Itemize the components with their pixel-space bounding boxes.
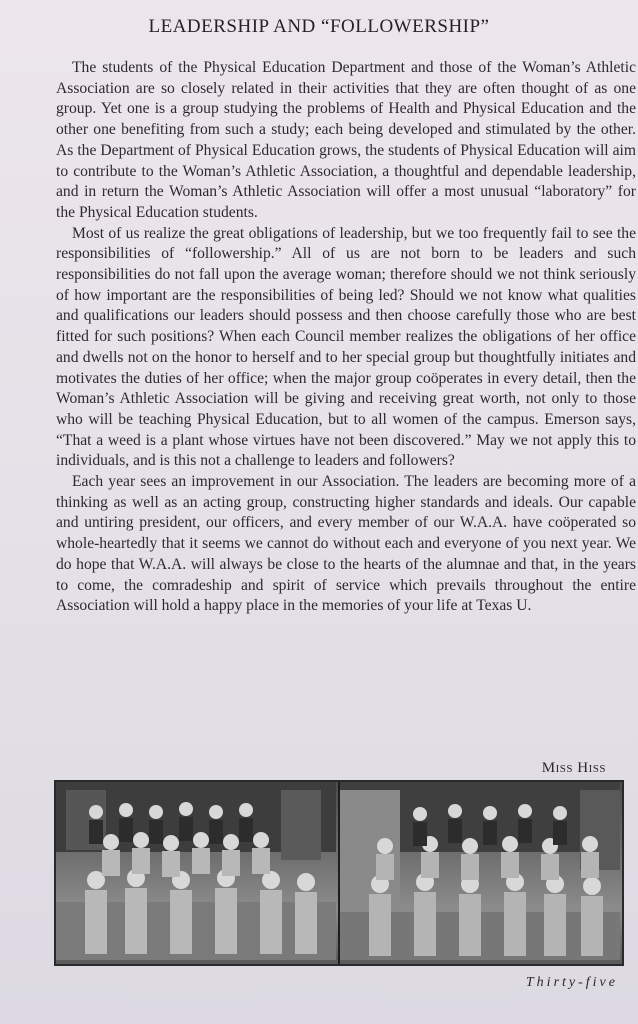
group-photo-left — [56, 782, 338, 964]
paragraph-3: Each year sees an improvement in our Association. The leaders are becoming more of a thinking as well as an acting group, constructing higher standards and ideals. Our capable and untiring president, our officers, and every member of our W.A.A. have coöperated so whole-heartedly that it seems we cannot do without each and everyone of you next year. We do hope that W.A.A. will always be close to the hearts of the alumnae and that, in the years to come, the comradeship and spirit of service which prevails throughout the entire Association will hold a happy place in the memories of your life at Texas U. — [56, 473, 636, 615]
page-title: LEADERSHIP AND “FOLLOWERSHIP” — [148, 16, 490, 37]
paragraph-2: Most of us realize the great obligations of leadership, but we too frequently fail to see the responsibilities of “followership.” All of us are not born to be leaders and such responsibilities do not fall upon the average woman; therefore should we not think seriously of how important are the responsibilities of being led? Should we not know what qualities and qualifications our leaders should possess and then choose carefully those who are best fitted for such positions? When each Council member realizes the obligations of her office and dwells not on the honor to herself and to her special group but thoughtfully initiates and motivates the duties of her office; when the major group coöperates in every detail, then the Woman’s Athletic Association will be giving and receiving great worth, not only to those who will be teaching Physical Education, but to all women of the campus. Emerson says, “That a weed is a plant whose virtues have not been discovered.” May we not apply this to individuals, and is this not a challenge to leaders and followers? — [56, 224, 636, 470]
group-photo-icon — [56, 782, 336, 960]
page-number: Thirty-five — [525, 975, 618, 990]
group-photo-icon — [340, 782, 620, 960]
paragraph-1: The students of the Physical Education Department and those of the Woman’s Athletic Association are so closely related in their activities that they are often thought of as one group. Yet one is a group studying the problems of Health and Physical Education and the other one benefiting from such a study; each being developed and stimulated by the other. As the Department of Physical Education grows, the students of Physical Education will aim to contribute to the Woman’s Athletic Association, a thoughtful and dependable leadership, and in return the Woman’s Athletic Association will offer a most unusual “laboratory” for the Physical Education students. — [56, 59, 636, 221]
group-photo-frame — [54, 780, 624, 966]
author-signature: Miss Hiss — [541, 760, 606, 776]
article-body — [56, 58, 636, 617]
group-photo-right — [338, 782, 622, 964]
